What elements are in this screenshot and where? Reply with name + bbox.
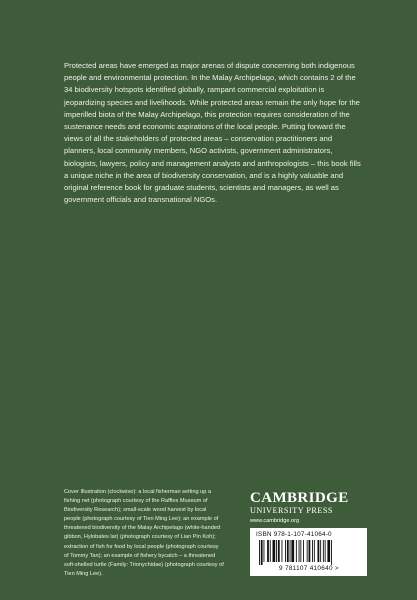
publisher-name: CAMBRIDGE	[250, 490, 349, 506]
barcode-bar	[261, 540, 263, 565]
barcode-bar	[282, 540, 283, 562]
publisher-logo	[250, 491, 366, 526]
barcode-bar	[323, 540, 324, 562]
isbn-label: ISBN 978-1-107-41064-0	[256, 531, 332, 538]
barcode-icon	[259, 540, 357, 565]
barcode-bar	[270, 540, 271, 562]
barcode-bar	[285, 540, 286, 562]
cover-blurb: Protected areas have emerged as major arenas of dispute concerning both indigenous people and environmental protection. In the Malay Archipelago, which contains 2 of the 34 biodiversity hotspots identified globally, rampant commercial exploitation is jeopardizing species and livelihoods. While protected areas remain the only hope for the imperilled biota of the Malay Archipelago, this protection requires consideration of the sustenance needs and economic aspirations of the local people. Putting forward the views of all the stakeholders of protected areas – conservation practitioners and planners, local community members, NGO activists, government administrators, biologists, lawyers, policy and management analysts and anthropologists – this book fills a unique niche in the area of biodiversity conservation, and is a highly valuable and original reference book for graduate students, scientists and managers, as well as government officials and transnational NGOs.	[64, 61, 361, 205]
barcode-bar	[278, 540, 280, 562]
barcode-bar	[299, 540, 300, 562]
isbn-barcode-box	[250, 528, 367, 576]
barcode-bar	[296, 540, 297, 562]
barcode-digits: 9 781107 410640 >	[279, 565, 339, 572]
barcode-bar	[314, 540, 315, 562]
barcode-bar	[327, 540, 330, 562]
barcode-bar	[264, 540, 265, 562]
barcode-bar	[320, 540, 321, 562]
barcode-bar	[273, 540, 276, 562]
barcode-bar	[287, 540, 289, 562]
barcode-bar	[276, 540, 277, 562]
cover-illustration-caption: Cover Illustration (clockwise): a local fisherman setting up a fishing net (photograph courtesy of the Raffles Museum of Biodiversity Research); small-scale wood harvest by local people (photograph courtesy of Tien Ming Lee); an example of threatened biodiversity of the Malay Archipelago (white-handed gibbon, Hylobates lar) (photograph courtesy of Lian Pin Koh); extraction of fish for food by local people (photograph courtesy of Tommy Tan); an example of fishery bycatch – a threatened soft-shelled turtle (Family: Trionychidae) (photograph courtesy of Tien Ming Lee).	[64, 489, 224, 577]
publisher-url: www.cambridge.org	[250, 518, 300, 524]
barcode-bar	[309, 540, 311, 562]
barcode-bar	[267, 540, 269, 562]
barcode-bar	[307, 540, 308, 562]
barcode-bar	[318, 540, 320, 562]
barcode-bar	[331, 540, 332, 565]
barcode-bar	[300, 540, 301, 562]
barcode-bar	[291, 540, 294, 562]
barcode-bar	[303, 540, 304, 562]
barcode-bar	[312, 540, 313, 562]
publisher-subtitle: UNIVERSITY PRESS	[250, 506, 333, 515]
barcode-bar	[325, 540, 326, 562]
barcode-bar	[290, 540, 291, 562]
barcode-bar	[259, 540, 260, 565]
